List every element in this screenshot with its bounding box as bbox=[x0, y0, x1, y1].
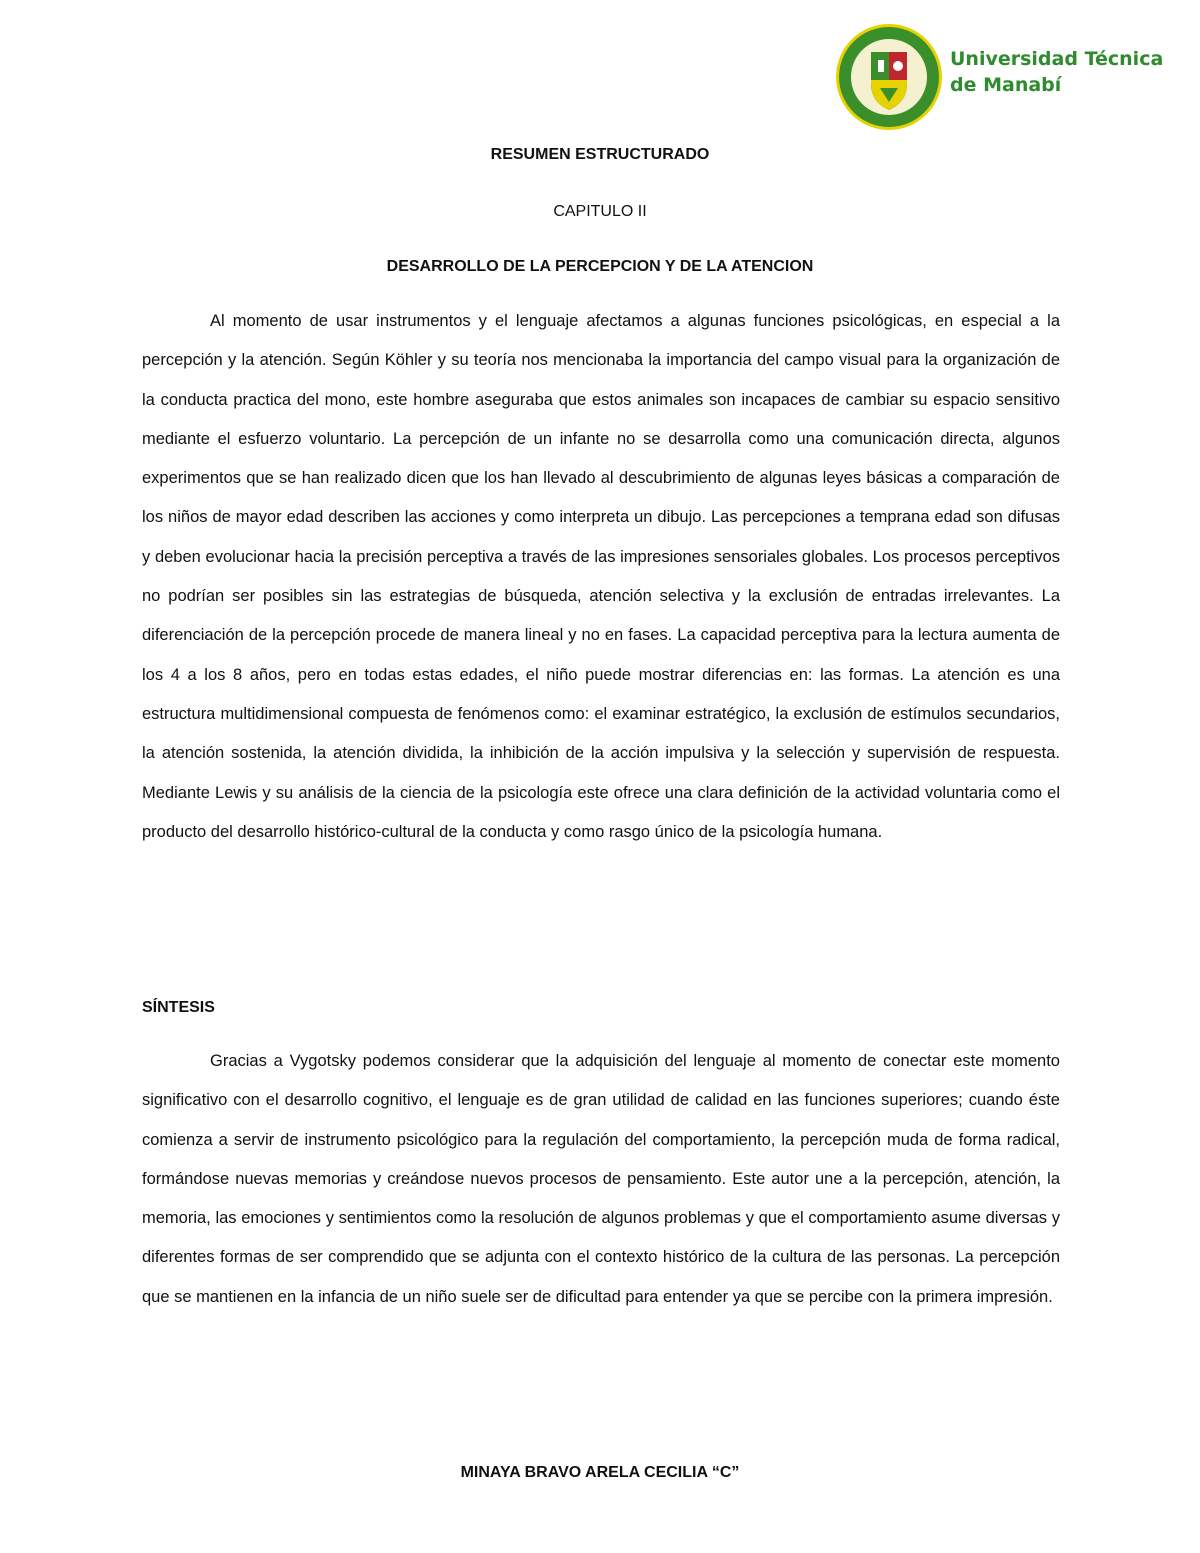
university-name-line1: Universidad Técnica bbox=[950, 48, 1164, 70]
university-name bbox=[950, 46, 1163, 98]
summary-paragraph: Al momento de usar instrumentos y el lenguaje afectamos a algunas funciones psicológicas, en especial a la percepción y la atención. Según Köhler y su teoría nos mencionaba la importancia del campo visual para la organización de la conducta practica del mono, este hombre aseguraba que estos animales son incapaces de cambiar su espacio sensitivo mediante el esfuerzo voluntario. La percepción de un infante no se desarrolla como una comunicación directa, algunos experimentos que se han realizado dicen que los han llevado al descubrimiento de algunas leyes básicas a comparación de los niños de mayor edad describen las acciones y como interpreta un dibujo. Las percepciones a temprana edad son difusas y deben evolucionar hacia la precisión perceptiva a través de las impresiones sensoriales globales. Los procesos perceptivos no podrían ser posibles sin las estrategias de búsqueda, atención selectiva y la exclusión de entradas irrelevantes. La diferenciación de la percepción procede de manera lineal y no en fases. La capacidad perceptiva para la lectura aumenta de los 4 a los 8 años, pero en todas estas edades, el niño puede mostrar diferencias en: las formas. La atención es una estructura multidimensional compuesta de fenómenos como: el examinar estratégico, la exclusión de estímulos secundarios, la atención sostenida, la atención dividida, la inhibición de la acción impulsiva y la selección y supervisión de respuesta. Mediante Lewis y su análisis de la ciencia de la psicología este ofrece una clara definición de la actividad voluntaria como el producto del desarrollo histórico-cultural de la conducta y como rasgo único de la psicología humana. bbox=[142, 312, 1060, 841]
university-seal-icon bbox=[834, 22, 944, 132]
section-subtitle: DESARROLLO DE LA PERCEPCION Y DE LA ATENCION bbox=[386, 258, 814, 275]
university-name-line2: de Manabí bbox=[950, 74, 1062, 96]
document-title: RESUMEN ESTRUCTURADO bbox=[490, 146, 710, 163]
university-logo bbox=[834, 22, 1164, 132]
author-name: MINAYA BRAVO ARELA CECILIA “C” bbox=[460, 1464, 740, 1481]
synthesis-paragraph: Gracias a Vygotsky podemos considerar que la adquisición del lenguaje al momento de conectar este momento significativo con el desarrollo cognitivo, el lenguaje es de gran utilidad de calidad en las funciones superiores; cuando éste comienza a servir de instrumento psicológico para la regulación del comportamiento, la percepción muda de forma radical, formándose nuevas memorias y creándose nuevos procesos de pensamiento. Este autor une a la percepción, atención, la memoria, las emociones y sentimientos como la resolución de algunos problemas y que el comportamiento asume diversas y diferentes formas de ser comprendido que se adjunta con el contexto histórico de la cultura de las personas. La percepción que se mantienen en la infancia de un niño suele ser de dificultad para entender ya que se percibe con la primera impresión. bbox=[142, 1052, 1060, 1306]
chapter-heading: CAPITULO II bbox=[553, 203, 647, 220]
synthesis-heading: SÍNTESIS bbox=[142, 999, 215, 1016]
